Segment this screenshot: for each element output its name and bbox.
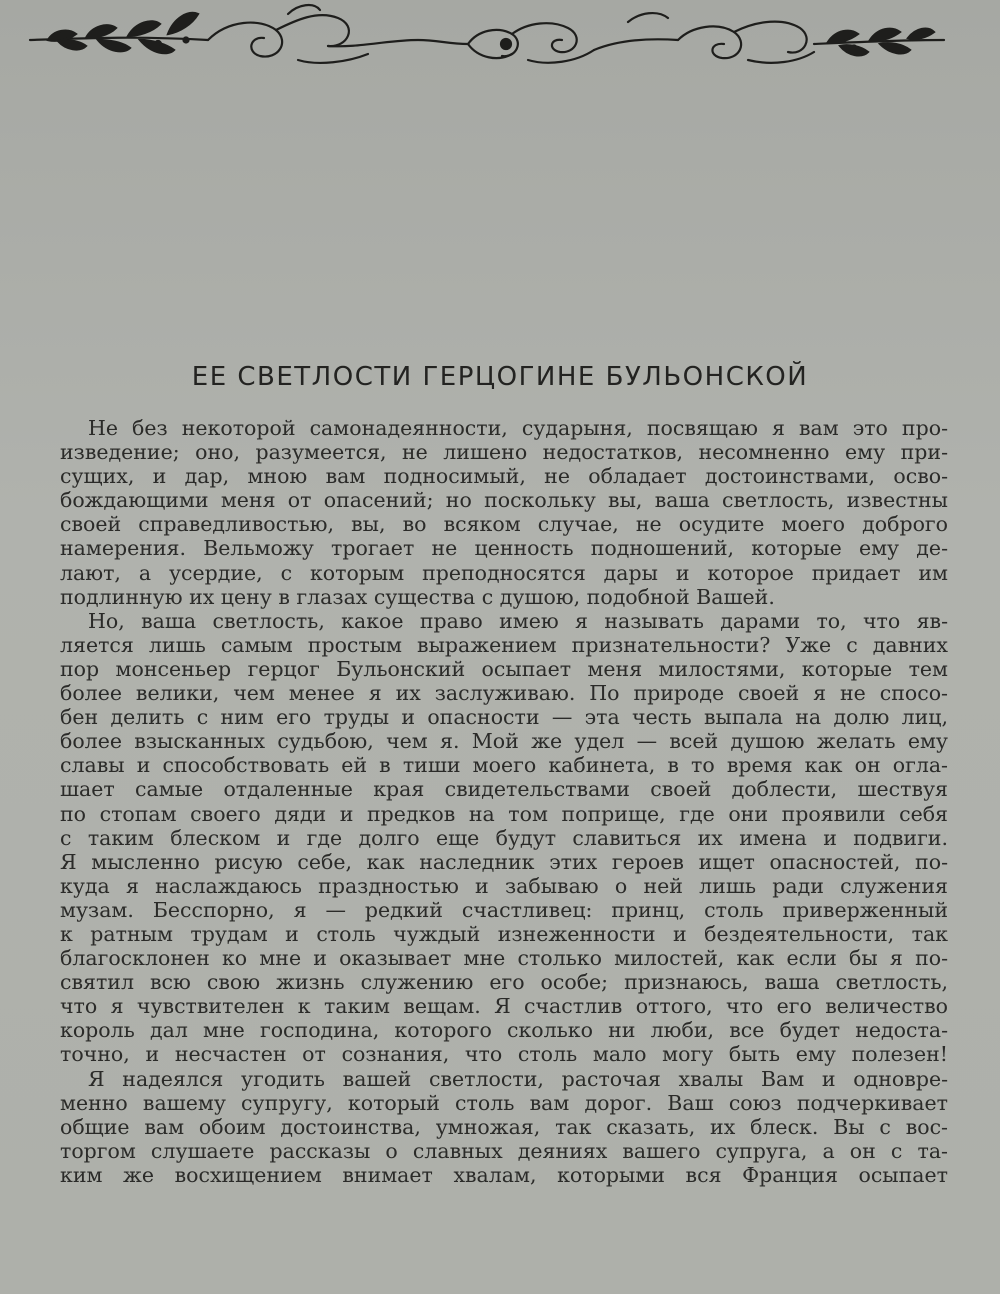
text-line: Я мысленно рисую себе, как наследник этих героев ищет опасностей, по- xyxy=(60,849,948,874)
text-line: по стопам своего дяди и предков на том поприще, где они проявили себя xyxy=(60,801,948,826)
text-line: более взысканных судьбою, чем я. Мой же удел — всей душою желать ему xyxy=(60,729,948,754)
text-line: Но, ваша светлость, какое право имею я называть дарами то, что яв- xyxy=(88,608,948,633)
document-body xyxy=(60,416,948,1187)
text-line: ким же восхищением внимает хвалам, которыми вся Франция осыпает xyxy=(60,1162,948,1187)
text-line: ляется лишь самым простым выражением признательности? Уже с давних xyxy=(60,632,948,657)
text-line: торгом слушаете рассказы о славных деяниях вашего супруга, а он с та- xyxy=(60,1138,948,1163)
text-line: с таким блеском и где долго еще будут славиться их имена и подвиги. xyxy=(60,825,948,850)
text-line: славы и способствовать ей в тиши моего кабинета, в то время как он огла- xyxy=(60,753,948,778)
text-line: точно, и несчастен от сознания, что столь мало могу быть ему полезен! xyxy=(60,1042,948,1067)
text-line: менно вашему супругу, который столь вам дорог. Ваш союз подчеркивает xyxy=(60,1090,948,1115)
text-line: бен делить с ним его труды и опасности — эта честь выпала на долю лиц, xyxy=(60,705,948,730)
document-title: ЕЕ СВЕТЛОСТИ ГЕРЦОГИНЕ БУЛЬОНСКОЙ xyxy=(191,362,809,392)
text-line: общие вам обоим достоинства, умножая, так сказать, их блеск. Вы с вос- xyxy=(60,1114,948,1139)
text-line: пор монсеньер герцог Бульонский осыпает меня милостями, которые тем xyxy=(60,656,948,681)
text-line: Я надеялся угодить вашей светлости, расточая хвалы Вам и одновре- xyxy=(88,1066,948,1091)
text-line: бождающими меня от опасений; но поскольку вы, ваша светлость, известны xyxy=(60,488,948,513)
text-line: святил всю свою жизнь служению его особе; признаюсь, ваша светлость, xyxy=(60,970,948,995)
text-line: подлинную их цену в глазах существа с душою, подобной Вашей. xyxy=(60,584,775,609)
text-line: благосклонен ко мне и оказывает мне столько милостей, как если бы я по- xyxy=(60,946,948,971)
text-line: что я чувствителен к таким вещам. Я счастлив оттого, что его величество xyxy=(60,994,948,1019)
text-line: лают, а усердие, с которым преподносятся дары и которое придает им xyxy=(60,560,948,585)
text-line: более велики, чем менее я их заслуживаю. По природе своей я не спосо- xyxy=(60,681,948,706)
text-line: к ратным трудам и столь чуждый изнеженности и бездеятельности, так xyxy=(60,921,948,946)
text-line: куда я наслаждаюсь праздностью и забываю о ней лишь ради служения xyxy=(60,873,948,898)
text-line: шает самые отдаленные края свидетельствами своей доблести, шествуя xyxy=(60,777,948,802)
text-line: король дал мне господина, которого сколько ни люби, все будет недоста- xyxy=(60,1018,948,1043)
text-line: своей справедливостью, вы, во всяком случае, не осудите моего доброго xyxy=(60,512,948,537)
text-line: Не без некоторой самонадеянности, сударыня, посвящаю я вам это про- xyxy=(88,416,948,440)
text-line: сущих, и дар, мною вам подносимый, не обладает достоинствами, осво- xyxy=(60,464,948,489)
text-line: музам. Бесспорно, я — редкий счастливец: принц, столь приверженный xyxy=(60,897,948,922)
text-line: изведение; оно, разумеется, не лишено недостатков, несомненно ему при- xyxy=(60,440,948,465)
decorative-ornament-header xyxy=(28,0,946,80)
text-line: намерения. Вельможу трогает не ценность подношений, которые ему де- xyxy=(60,536,948,561)
